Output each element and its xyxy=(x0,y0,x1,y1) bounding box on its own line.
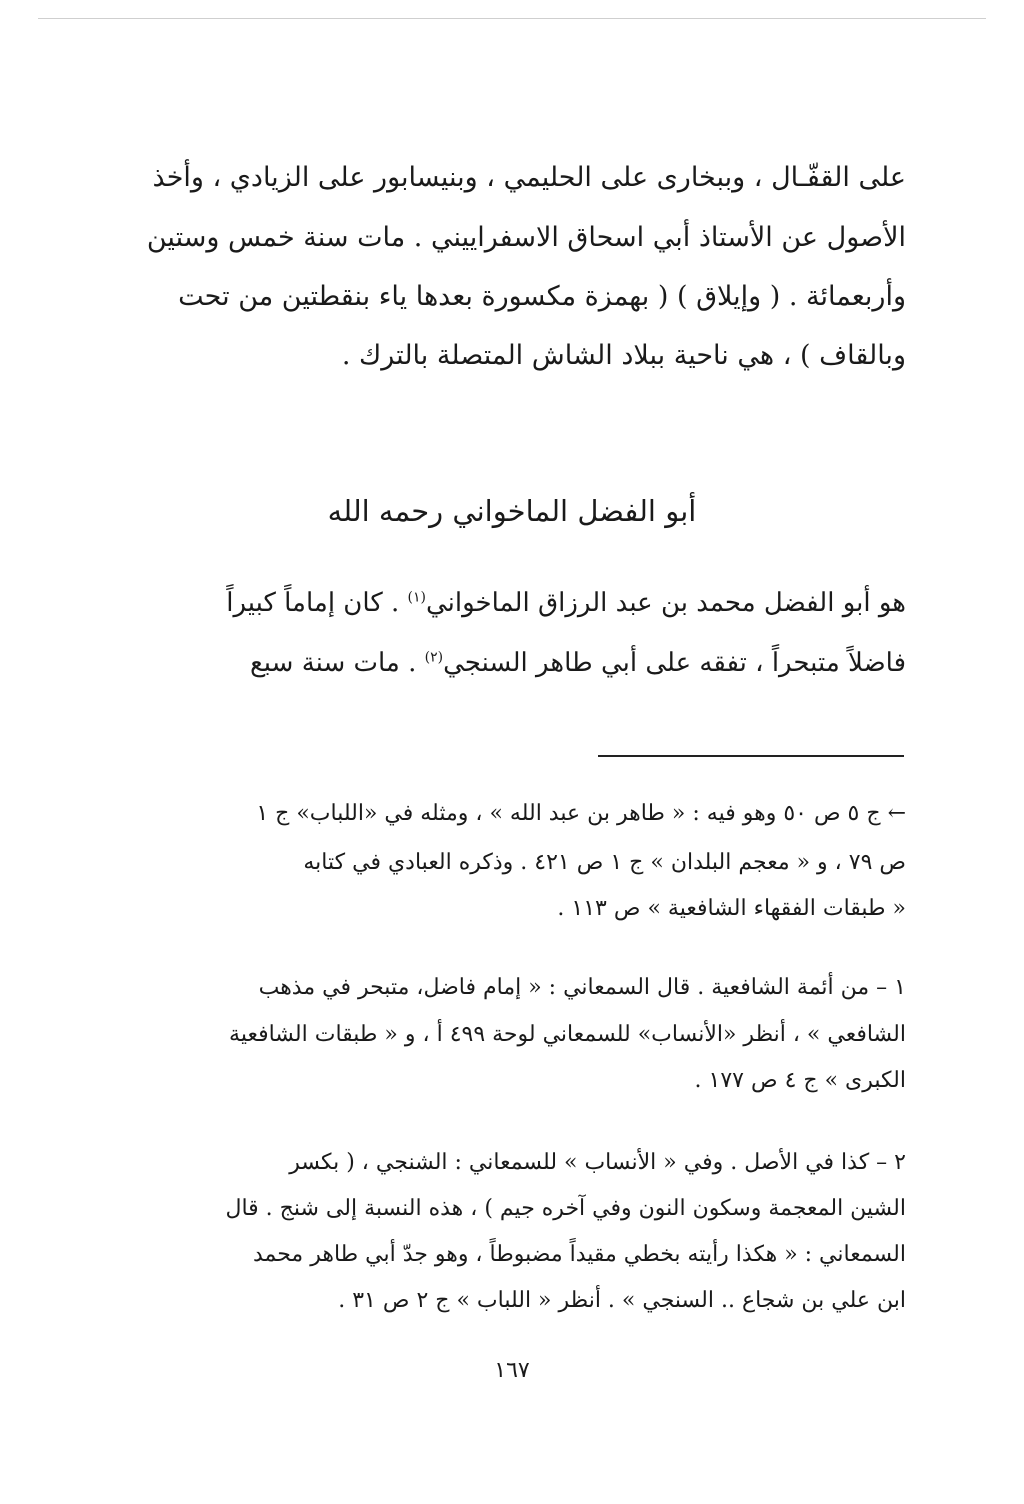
footnote-ref-2: (٢) xyxy=(424,649,444,666)
footnote-line: ص ٧٩ ، و « معجم البلدان » ج ١ ص ٤٢١ . وذكره العبادي في كتابه xyxy=(303,850,906,875)
footnote-line: الشافعي » ، أنظر «الأنساب» للسمعاني لوحة ٤٩٩ أ ، و « طبقات الشافعية xyxy=(229,1022,906,1047)
line-text: . مات سنة سبع xyxy=(249,648,425,678)
line-text: هو أبو الفضل محمد بن عبد الرزاق الماخواني xyxy=(425,588,906,618)
footnote-separator xyxy=(598,755,904,757)
line-text: . كان إماماً كبيراً xyxy=(226,588,408,618)
footnote-ref-1: (١) xyxy=(407,589,426,606)
paragraph-line: وأربعمائة . ( وإيلاق ) ( بهمزة مكسورة بعدها ياء بنقطتين من تحت xyxy=(178,281,906,312)
paragraph-line: على القفّـال ، وببخارى على الحليمي ، وبنيسابور على الزيادي ، وأخذ xyxy=(152,162,906,193)
footnote-line: ٢ – كذا في الأصل . وفي « الأنساب » للسمعاني : الشنجي ، ( بكسر xyxy=(289,1150,906,1175)
top-rule xyxy=(38,18,986,19)
footnote-line: الكبرى » ج ٤ ص ١٧٧ . xyxy=(694,1068,906,1093)
page-number: ١٦٧ xyxy=(494,1358,530,1383)
footnote-line: « طبقات الفقهاء الشافعية » ص ١١٣ . xyxy=(557,896,906,921)
footnote-line: ابن علي بن شجاع .. السنجي » . أنظر « اللباب » ج ٢ ص ٣١ . xyxy=(338,1288,906,1313)
paragraph-line xyxy=(250,648,906,678)
footnote-line: السمعاني : « هكذا رأيته بخطي مقيداً مضبوطاً ، وهو جدّ أبي طاهر محمد xyxy=(252,1242,906,1267)
paragraph-line: الأصول عن الأستاذ أبي اسحاق الاسفراييني . مات سنة خمس وستين xyxy=(146,222,906,253)
footnote-line: ← ج ٥ ص ٥٠ وهو فيه : « طاهر بن عبد الله » ، ومثله في «اللباب» ج ١ xyxy=(256,801,906,826)
footnote-line: ١ – من أئمة الشافعية . قال السمعاني : « إمام فاضل، متبحر في مذهب xyxy=(258,975,906,1000)
paragraph-line: وبالقاف ) ، هي ناحية ببلاد الشاش المتصلة بالترك . xyxy=(341,340,906,371)
paragraph-line xyxy=(226,588,906,618)
section-heading: أبو الفضل الماخواني رحمه الله xyxy=(327,494,697,528)
line-text: فاضلاً متبحراً ، تفقه على أبي طاهر السنجي xyxy=(443,648,906,678)
footnote-line: الشين المعجمة وسكون النون وفي آخره جيم ) ، هذه النسبة إلى شنج . قال xyxy=(225,1196,906,1221)
